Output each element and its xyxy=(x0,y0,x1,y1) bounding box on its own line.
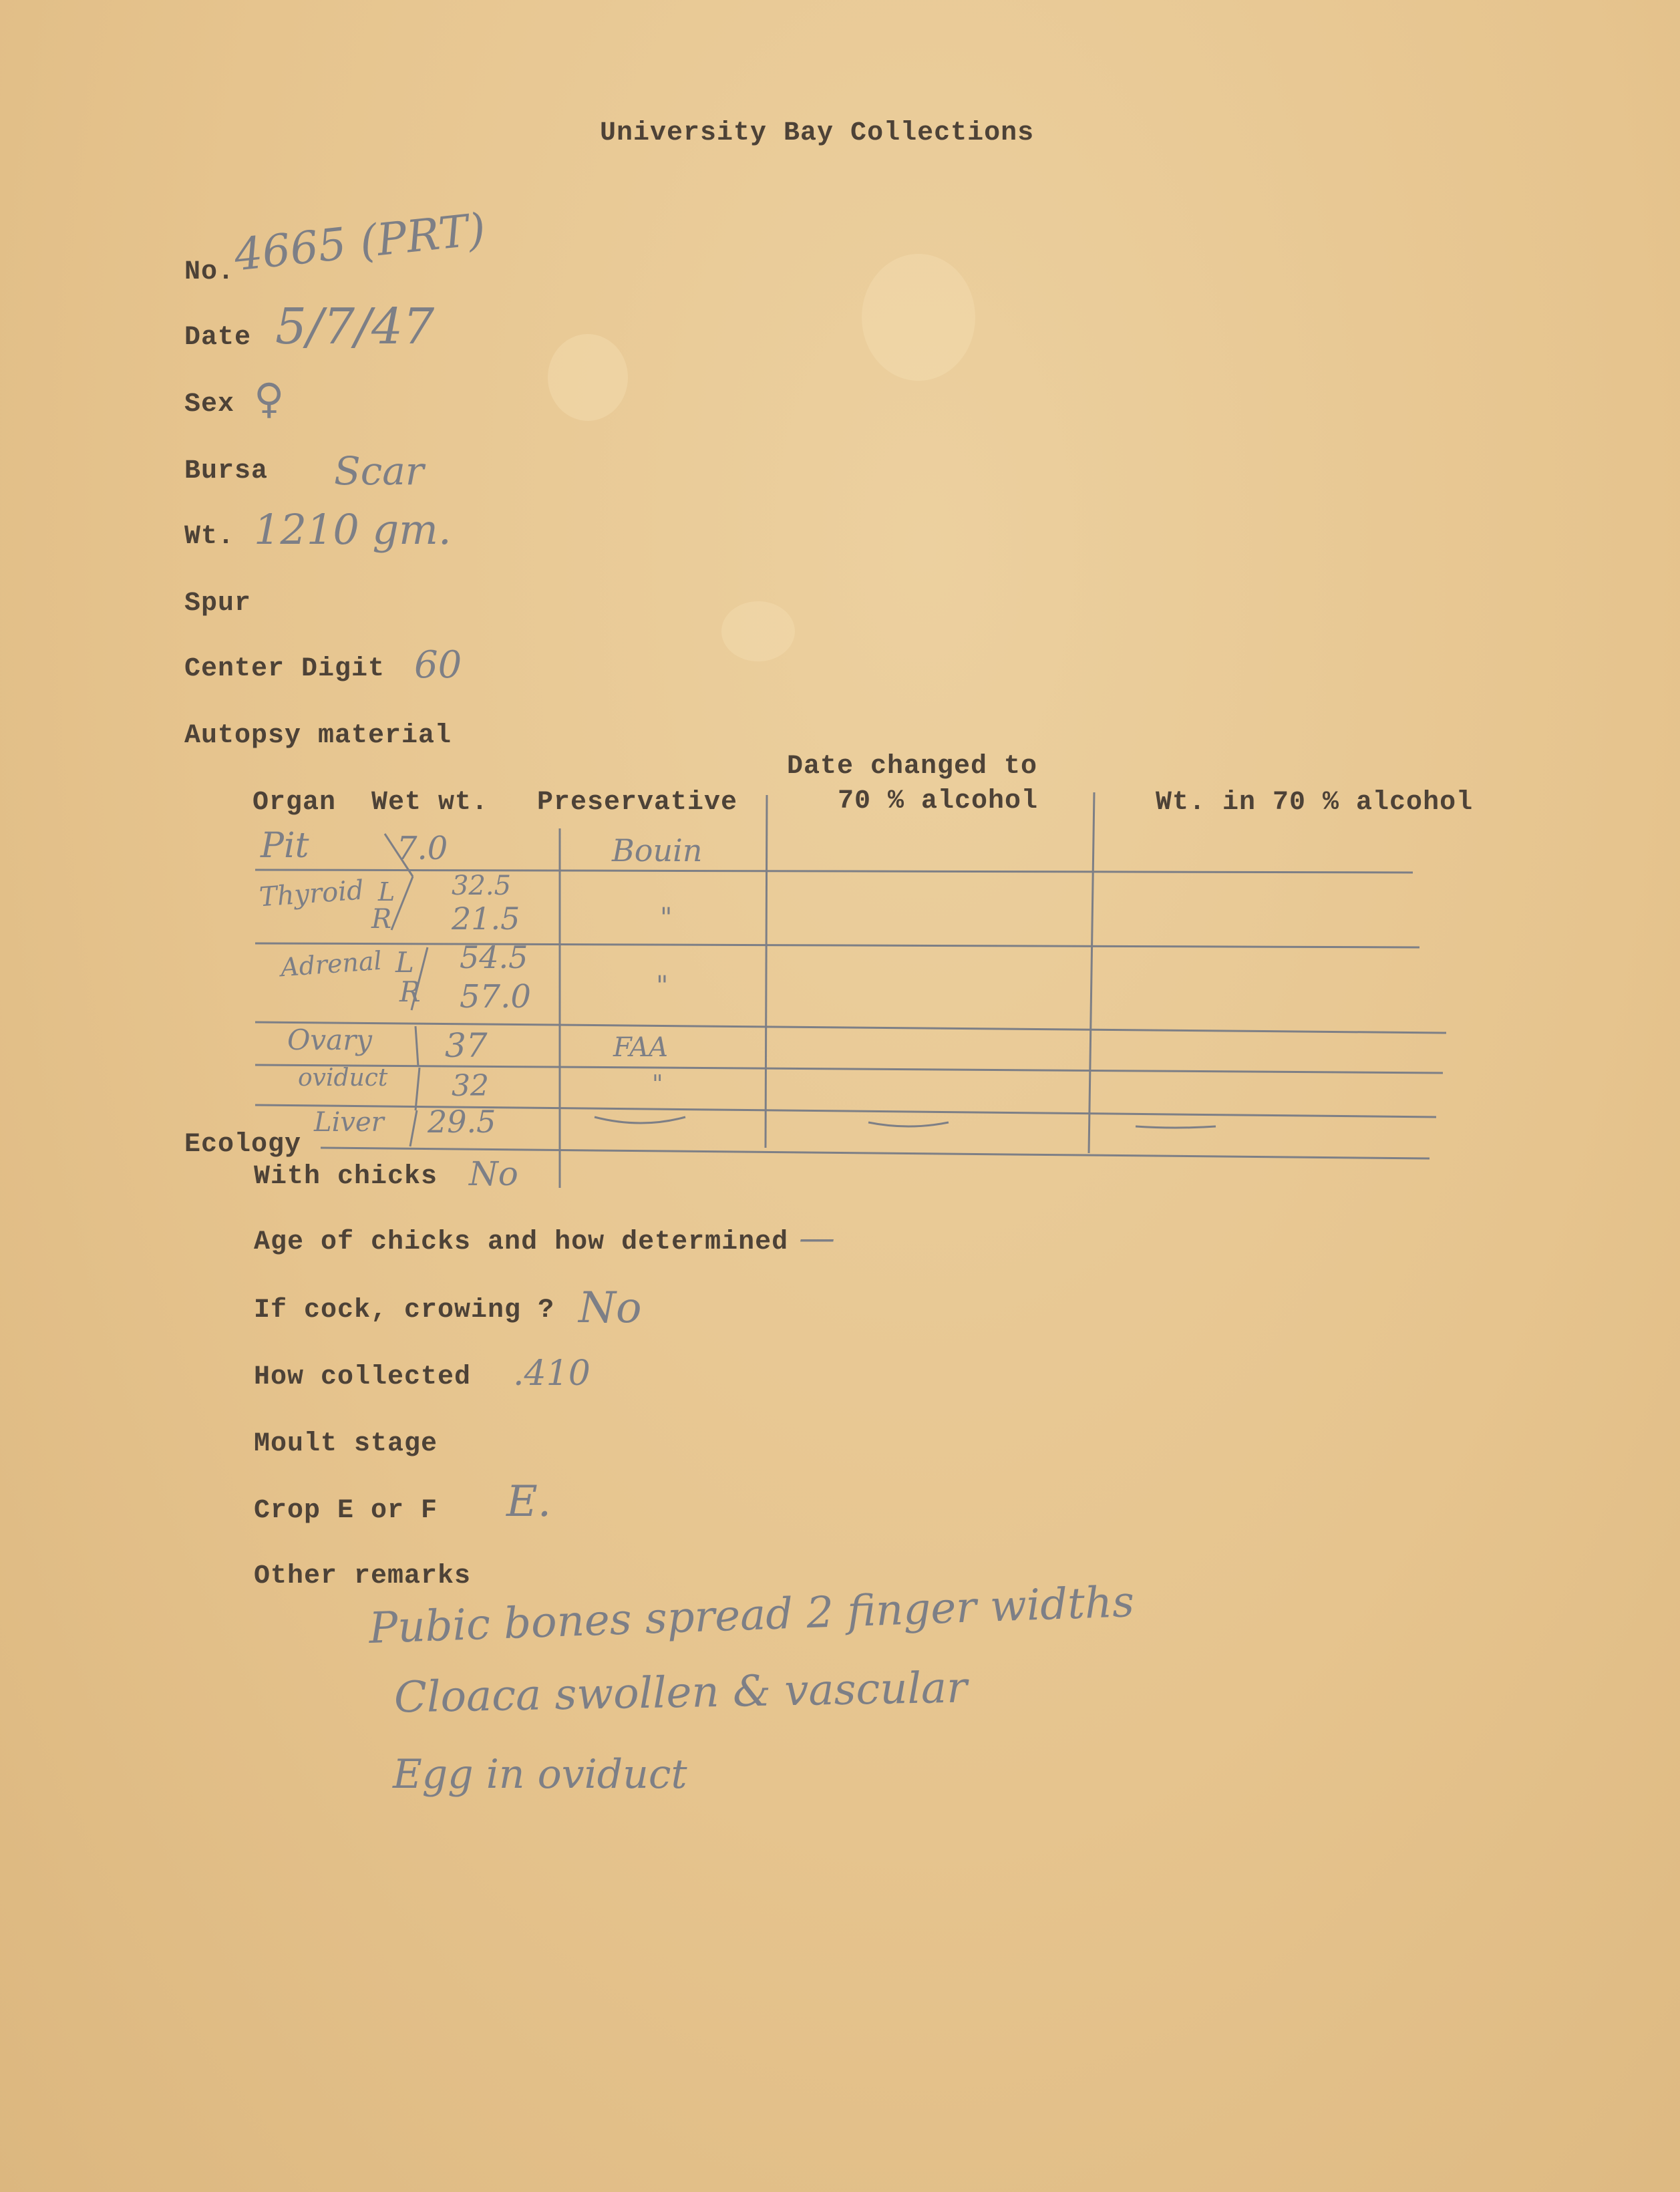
remark-line-1: Pubic bones spread 2 finger widths xyxy=(368,1577,1136,1654)
moult-stage-label: Moult stage xyxy=(254,1429,438,1459)
pit-wet-wt: 7.0 xyxy=(397,830,448,867)
ovary-organ: Ovary xyxy=(287,1024,373,1056)
center-digit-label: Center Digit xyxy=(184,654,385,684)
spur-label: Spur xyxy=(184,589,252,619)
bursa-value: Scar xyxy=(334,448,424,494)
liver-organ: Liver xyxy=(314,1107,384,1138)
with-chicks-value: No xyxy=(469,1154,518,1193)
how-collected-label: How collected xyxy=(254,1362,472,1392)
oviduct-organ: oviduct xyxy=(298,1064,388,1092)
thyroid-preservative: " xyxy=(660,903,673,933)
thyroid-wt-right: 21.5 xyxy=(452,901,520,937)
oviduct-wet-wt: 32 xyxy=(452,1069,489,1103)
wt-value: 1210 gm. xyxy=(254,505,452,554)
remark-line-3: Egg in oviduct xyxy=(393,1751,687,1798)
pit-preservative: Bouin xyxy=(612,832,703,869)
autopsy-label: Autopsy material xyxy=(184,721,452,751)
pit-organ: Pit xyxy=(261,826,309,866)
crowing-label: If cock, crowing ? xyxy=(254,1295,555,1325)
with-chicks-label: With chicks xyxy=(254,1162,438,1192)
header-preservative: Preservative xyxy=(537,788,738,818)
bursa-label: Bursa xyxy=(184,456,269,486)
adrenal-left: L xyxy=(395,946,414,979)
oviduct-preservative: " xyxy=(652,1071,663,1098)
adrenal-organ: Adrenal xyxy=(279,945,383,983)
wt-label: Wt. xyxy=(184,522,235,552)
center-digit-value: 60 xyxy=(414,643,462,687)
thyroid-left: L xyxy=(378,877,395,907)
date-value: 5/7/47 xyxy=(275,298,435,355)
crop-value: E. xyxy=(506,1477,552,1527)
adrenal-preservative: " xyxy=(656,971,669,1001)
adrenal-right: R xyxy=(399,975,421,1008)
sex-label: Sex xyxy=(184,389,235,420)
crop-label: Crop E or F xyxy=(254,1496,438,1526)
adrenal-wt-left: 54.5 xyxy=(460,939,528,975)
liver-wet-wt: 29.5 xyxy=(428,1104,496,1140)
no-label: No. xyxy=(184,257,235,287)
sex-value: ♀ xyxy=(254,374,285,423)
header-date-changed: Date changed to xyxy=(787,752,1038,782)
ecology-label: Ecology xyxy=(184,1130,302,1160)
age-of-chicks-value: — xyxy=(799,1217,835,1259)
header-wet-wt: Wet wt. xyxy=(371,788,489,818)
crowing-value: No xyxy=(578,1283,642,1333)
date-label: Date xyxy=(184,323,252,353)
page-title: University Bay Collections xyxy=(600,118,1035,148)
thyroid-right: R xyxy=(371,904,392,935)
other-remarks-label: Other remarks xyxy=(254,1561,472,1591)
ovary-preservative: FAA xyxy=(613,1032,669,1063)
thyroid-wt-left: 32.5 xyxy=(452,871,512,901)
thyroid-organ: Thyroid xyxy=(258,875,365,913)
header-wt-alcohol: Wt. in 70 % alcohol xyxy=(1156,788,1474,818)
header-organ: Organ xyxy=(253,788,337,818)
age-of-chicks-label: Age of chicks and how determined xyxy=(254,1227,789,1257)
header-date-changed-2: 70 % alcohol xyxy=(838,786,1039,816)
ovary-wet-wt: 37 xyxy=(445,1026,488,1065)
adrenal-wt-right: 57.0 xyxy=(460,978,531,1015)
no-value: 4665 (PRT) xyxy=(231,203,488,281)
how-collected-value: .410 xyxy=(513,1354,591,1394)
remark-line-2: Cloaca swollen & vascular xyxy=(393,1663,968,1723)
